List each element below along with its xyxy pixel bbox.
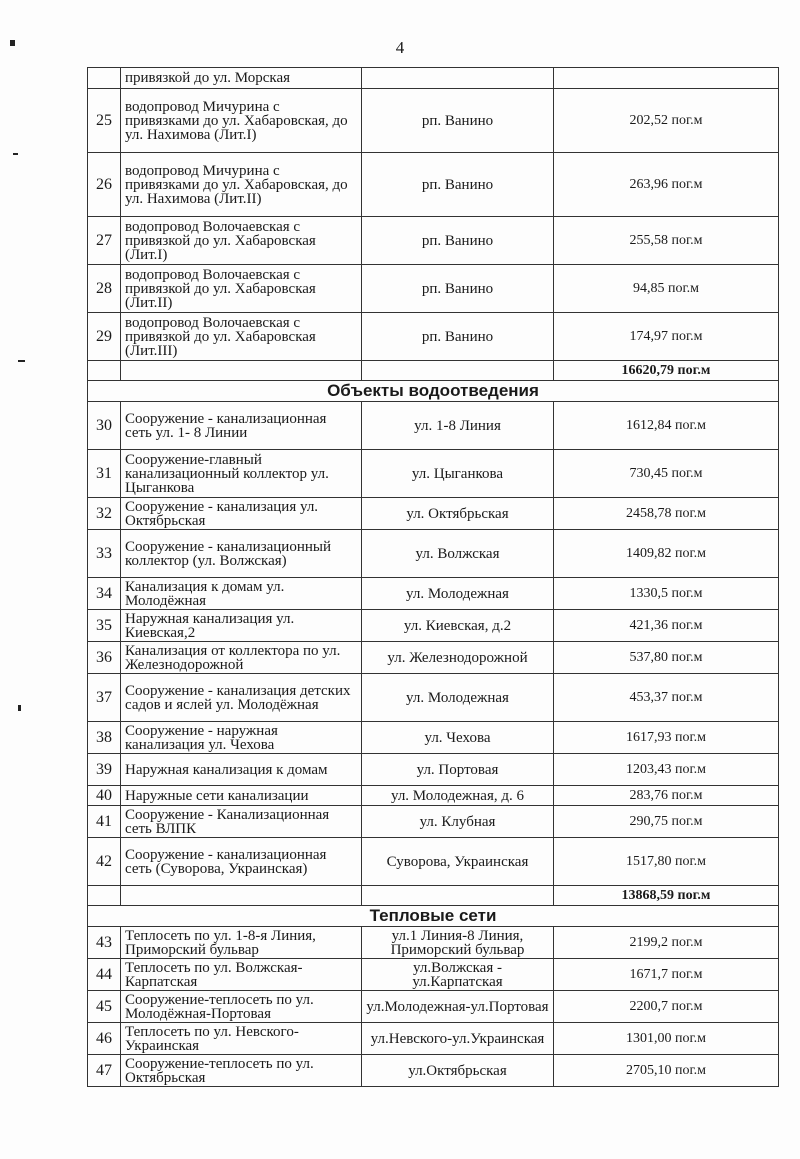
scan-speck bbox=[13, 153, 18, 155]
object-location: ул. Цыганкова bbox=[362, 450, 554, 498]
object-length: 290,75 пог.м bbox=[554, 806, 779, 838]
object-location: ул. Волжская bbox=[362, 530, 554, 578]
object-name: Сооружение - наружная канализация ул. Чехова bbox=[121, 722, 362, 754]
object-location: ул. 1-8 Линия bbox=[362, 402, 554, 450]
object-location: ул. Железнодорожной bbox=[362, 642, 554, 674]
object-length: 1203,43 пог.м bbox=[554, 754, 779, 786]
object-length: 2199,2 пог.м bbox=[554, 927, 779, 959]
table-row bbox=[88, 927, 779, 959]
object-length bbox=[554, 68, 779, 89]
page-number: 4 bbox=[395, 38, 405, 57]
object-length: 1301,00 пог.м bbox=[554, 1023, 779, 1055]
table-row bbox=[88, 313, 779, 361]
object-length: 174,97 пог.м bbox=[554, 313, 779, 361]
table-row bbox=[88, 674, 779, 722]
table-row bbox=[88, 498, 779, 530]
object-location: ул. Молодежная, д. 6 bbox=[362, 786, 554, 806]
row-number: 26 bbox=[88, 153, 121, 217]
object-name: водопровод Волочаевская с привязкой до ул. Хабаровская (Лит.III) bbox=[121, 313, 362, 361]
object-name: водопровод Мичурина с привязками до ул. Хабаровская, до ул. Нахимова (Лит.I) bbox=[121, 89, 362, 153]
object-location: ул. Клубная bbox=[362, 806, 554, 838]
object-location: ул. Киевская, д.2 bbox=[362, 610, 554, 642]
object-length: 730,45 пог.м bbox=[554, 450, 779, 498]
object-name: Сооружение - канализационный коллектор (ул. Волжская) bbox=[121, 530, 362, 578]
row-number bbox=[88, 886, 121, 906]
table-row bbox=[88, 89, 779, 153]
object-name: Теплосеть по ул. Невского-Украинская bbox=[121, 1023, 362, 1055]
object-location: ул. Молодежная bbox=[362, 674, 554, 722]
object-location: ул. Портовая bbox=[362, 754, 554, 786]
object-location: рп. Ванино bbox=[362, 153, 554, 217]
scan-speck bbox=[18, 705, 21, 711]
row-number: 46 bbox=[88, 1023, 121, 1055]
table-row bbox=[88, 838, 779, 886]
section-header-row bbox=[88, 906, 779, 927]
row-number: 29 bbox=[88, 313, 121, 361]
row-number: 43 bbox=[88, 927, 121, 959]
table-row bbox=[88, 1055, 779, 1087]
object-name: привязкой до ул. Морская bbox=[121, 68, 362, 89]
object-name: Сооружение - Канализационная сеть ВЛПК bbox=[121, 806, 362, 838]
object-length: 202,52 пог.м bbox=[554, 89, 779, 153]
object-name: водопровод Волочаевская с привязкой до ул. Хабаровская (Лит.II) bbox=[121, 265, 362, 313]
table-row bbox=[88, 265, 779, 313]
table-row bbox=[88, 450, 779, 498]
object-location bbox=[362, 68, 554, 89]
section-header-row bbox=[88, 381, 779, 402]
row-number: 30 bbox=[88, 402, 121, 450]
object-name: Сооружение-теплосеть по ул. Молодёжная-Портовая bbox=[121, 991, 362, 1023]
object-location: ул. Октябрьская bbox=[362, 498, 554, 530]
object-location: рп. Ванино bbox=[362, 217, 554, 265]
row-number: 39 bbox=[88, 754, 121, 786]
row-number: 28 bbox=[88, 265, 121, 313]
section-total: 13868,59 пог.м bbox=[554, 886, 779, 906]
table-row bbox=[88, 722, 779, 754]
object-location bbox=[362, 361, 554, 381]
object-name: Сооружение - канализационная сеть (Суворова, Украинская) bbox=[121, 838, 362, 886]
scan-speck bbox=[10, 40, 15, 46]
table-row bbox=[88, 959, 779, 991]
row-number bbox=[88, 68, 121, 89]
object-length: 94,85 пог.м bbox=[554, 265, 779, 313]
infrastructure-registry-table bbox=[87, 67, 779, 1087]
table-row bbox=[88, 754, 779, 786]
row-number: 47 bbox=[88, 1055, 121, 1087]
object-location bbox=[362, 886, 554, 906]
object-name: Наружные сети канализации bbox=[121, 786, 362, 806]
object-location: ул.Молодежная-ул.Портовая bbox=[362, 991, 554, 1023]
row-number: 38 bbox=[88, 722, 121, 754]
object-length: 1409,82 пог.м bbox=[554, 530, 779, 578]
row-number: 34 bbox=[88, 578, 121, 610]
object-length: 263,96 пог.м bbox=[554, 153, 779, 217]
object-location: ул. Молодежная bbox=[362, 578, 554, 610]
object-length: 421,36 пог.м bbox=[554, 610, 779, 642]
table-row bbox=[88, 642, 779, 674]
row-number: 27 bbox=[88, 217, 121, 265]
object-length: 2705,10 пог.м bbox=[554, 1055, 779, 1087]
object-length: 537,80 пог.м bbox=[554, 642, 779, 674]
object-name: водопровод Мичурина с привязками до ул. Хабаровская, до ул. Нахимова (Лит.II) bbox=[121, 153, 362, 217]
object-name: Сооружение - канализация детских садов и яслей ул. Молодёжная bbox=[121, 674, 362, 722]
object-name: Канализация к домам ул. Молодёжная bbox=[121, 578, 362, 610]
object-length: 283,76 пог.м bbox=[554, 786, 779, 806]
object-length: 2200,7 пог.м bbox=[554, 991, 779, 1023]
object-name: водопровод Волочаевская с привязкой до ул. Хабаровская (Лит.I) bbox=[121, 217, 362, 265]
table-row bbox=[88, 991, 779, 1023]
row-number: 25 bbox=[88, 89, 121, 153]
row-number: 31 bbox=[88, 450, 121, 498]
row-number: 45 bbox=[88, 991, 121, 1023]
section-total-row bbox=[88, 886, 779, 906]
object-name: Сооружение-теплосеть по ул. Октябрьская bbox=[121, 1055, 362, 1087]
table-row bbox=[88, 610, 779, 642]
row-number: 41 bbox=[88, 806, 121, 838]
row-number: 33 bbox=[88, 530, 121, 578]
object-length: 1517,80 пог.м bbox=[554, 838, 779, 886]
object-location: Суворова, Украинская bbox=[362, 838, 554, 886]
object-name: Сооружение - канализационная сеть ул. 1- 8 Линии bbox=[121, 402, 362, 450]
row-number bbox=[88, 361, 121, 381]
table-row bbox=[88, 530, 779, 578]
object-length: 2458,78 пог.м bbox=[554, 498, 779, 530]
object-location: ул.Волжская - ул.Карпатская bbox=[362, 959, 554, 991]
section-title: Объекты водоотведения bbox=[88, 381, 779, 402]
object-name: Сооружение - канализация ул. Октябрьская bbox=[121, 498, 362, 530]
row-number: 40 bbox=[88, 786, 121, 806]
section-total: 16620,79 пог.м bbox=[554, 361, 779, 381]
row-number: 42 bbox=[88, 838, 121, 886]
object-length: 1330,5 пог.м bbox=[554, 578, 779, 610]
table-row bbox=[88, 786, 779, 806]
object-location: рп. Ванино bbox=[362, 313, 554, 361]
table-row bbox=[88, 806, 779, 838]
row-number: 44 bbox=[88, 959, 121, 991]
section-title: Тепловые сети bbox=[88, 906, 779, 927]
object-location: ул.1 Линия-8 Линия, Приморский бульвар bbox=[362, 927, 554, 959]
table-row bbox=[88, 1023, 779, 1055]
object-name: Канализация от коллектора по ул. Железнодорожной bbox=[121, 642, 362, 674]
object-name bbox=[121, 361, 362, 381]
row-number: 35 bbox=[88, 610, 121, 642]
table-row-continued bbox=[88, 68, 779, 89]
object-length: 1671,7 пог.м bbox=[554, 959, 779, 991]
table-row bbox=[88, 153, 779, 217]
object-length: 1617,93 пог.м bbox=[554, 722, 779, 754]
object-location: ул. Чехова bbox=[362, 722, 554, 754]
object-length: 255,58 пог.м bbox=[554, 217, 779, 265]
object-location: ул.Невского-ул.Украинская bbox=[362, 1023, 554, 1055]
object-name bbox=[121, 886, 362, 906]
row-number: 37 bbox=[88, 674, 121, 722]
object-location: рп. Ванино bbox=[362, 89, 554, 153]
object-name: Наружная канализация ул. Киевская,2 bbox=[121, 610, 362, 642]
section-total-row bbox=[88, 361, 779, 381]
scan-speck bbox=[18, 360, 25, 362]
object-name: Теплосеть по ул. Волжская-Карпатская bbox=[121, 959, 362, 991]
object-location: рп. Ванино bbox=[362, 265, 554, 313]
object-length: 453,37 пог.м bbox=[554, 674, 779, 722]
object-name: Сооружение-главный канализационный коллектор ул. Цыганкова bbox=[121, 450, 362, 498]
table-row bbox=[88, 578, 779, 610]
table-row bbox=[88, 402, 779, 450]
object-location: ул.Октябрьская bbox=[362, 1055, 554, 1087]
object-length: 1612,84 пог.м bbox=[554, 402, 779, 450]
row-number: 36 bbox=[88, 642, 121, 674]
table-row bbox=[88, 217, 779, 265]
object-name: Теплосеть по ул. 1-8-я Линия, Приморский бульвар bbox=[121, 927, 362, 959]
object-name: Наружная канализация к домам bbox=[121, 754, 362, 786]
row-number: 32 bbox=[88, 498, 121, 530]
